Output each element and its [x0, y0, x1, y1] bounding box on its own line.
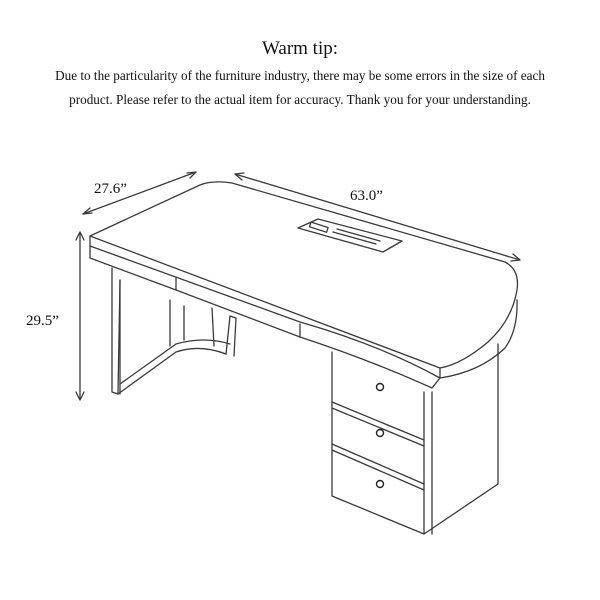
warm-tip-title: Warm tip: [261, 38, 339, 59]
drawer-knob-top [377, 384, 384, 391]
drawer-knob-middle [377, 430, 384, 437]
desk-top-edge [90, 236, 440, 378]
height-dimension-label: 29.5” [26, 313, 59, 329]
warm-tip-line-2: product. Please refer to the actual item for accuracy. Thank you for your understanding. [69, 92, 531, 107]
width-dimension-label: 63.0” [350, 188, 383, 204]
metal-leg-frame [112, 268, 236, 394]
control-panel [298, 219, 402, 252]
drawer-cabinet [332, 344, 498, 534]
depth-dimension-label: 27.6” [94, 181, 127, 197]
desk-top-surface [90, 182, 518, 368]
warm-tip-line-1: Due to the particularity of the furniture industry, there may be some errors in the size of each [55, 68, 545, 83]
height-dimension-line [76, 232, 84, 400]
drawer-knob-bottom [377, 481, 384, 488]
